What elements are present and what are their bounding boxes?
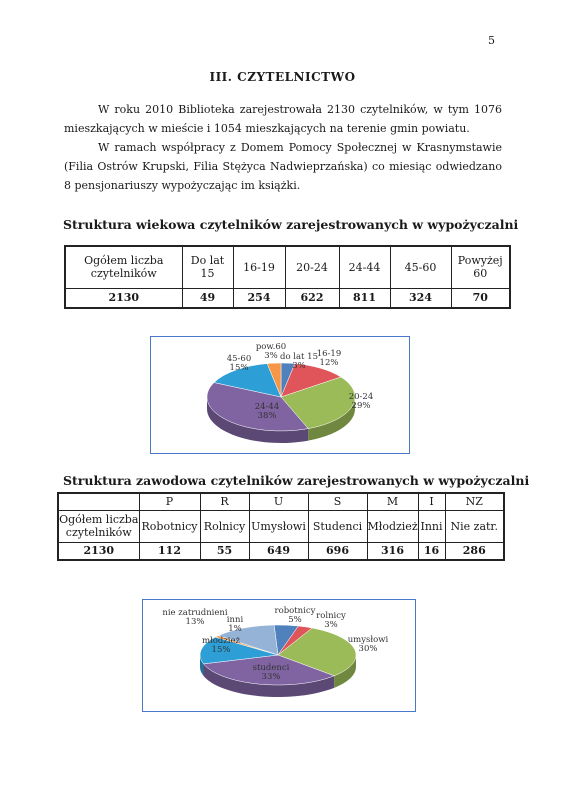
t1-header: 16-19 — [233, 246, 285, 288]
occ-pie-slice-label: umysłowi — [347, 635, 389, 645]
age-pie-slice-value: 15% — [229, 363, 249, 373]
t1-value: 324 — [390, 288, 451, 308]
occ-pie-slice-label: robotnicy — [274, 606, 316, 616]
age-pie-slice-label: 16-19 — [316, 349, 342, 359]
t1-value: 622 — [285, 288, 339, 308]
t1-header: 24-44 — [339, 246, 390, 288]
t1-header: Powyżej 60 — [451, 246, 510, 288]
t1-header: 45-60 — [390, 246, 451, 288]
occ-pie-slice-label: rolnicy — [316, 611, 346, 621]
t2-empty-cell — [58, 493, 139, 510]
occ-pie-slice-label: nie zatrudnieni — [162, 608, 228, 618]
occ-pie-slice-label: młodzież — [201, 636, 241, 646]
occ-pie-slice-label: studenci — [252, 663, 290, 673]
t2-header-total: Ogółem liczba czytelników — [58, 510, 139, 542]
table2-title: Struktura zawodowa czytelników zarejestrowanych w wypożyczalni — [63, 473, 530, 488]
t2-header: Studenci — [308, 510, 367, 542]
age-pie-slice-label: 45-60 — [226, 354, 252, 364]
t1-value: 70 — [451, 288, 510, 308]
page-number: 5 — [488, 34, 495, 47]
t2-value: 696 — [308, 542, 367, 560]
t2-header: Nie zatr. — [445, 510, 504, 542]
t1-header-total: Ogółem liczba czytelników — [65, 246, 182, 288]
t2-code: R — [200, 493, 249, 510]
age-pie-slice-label: pow.60 — [255, 342, 287, 352]
occ-pie-slice-value: 1% — [228, 624, 242, 634]
occ-pie-slice-value: 30% — [358, 644, 378, 654]
occ-pie-slice-value: 13% — [185, 617, 205, 627]
t2-code: S — [308, 493, 367, 510]
t2-header: Robotnicy — [139, 510, 200, 542]
t2-value: 55 — [200, 542, 249, 560]
age-pie-chart — [151, 337, 409, 453]
t2-value: 112 — [139, 542, 200, 560]
t1-value: 254 — [233, 288, 285, 308]
age-pie-slice-value: 12% — [319, 358, 339, 368]
t2-header: Umysłowi — [249, 510, 308, 542]
t2-value: 316 — [367, 542, 418, 560]
t1-value: 49 — [182, 288, 233, 308]
t2-header: Młodzież — [367, 510, 418, 542]
age-pie-slice-label: 20-24 — [348, 392, 374, 402]
t1-header: Do lat 15 — [182, 246, 233, 288]
occ-pie-slice-value: 3% — [324, 620, 338, 630]
age-pie-slice-label: 24-44 — [254, 402, 280, 412]
age-pie-slice-value: 3% — [292, 361, 306, 371]
t1-value: 811 — [339, 288, 390, 308]
paragraph-1: W roku 2010 Biblioteka zarejestrowała 2130 czytelników, w tym 1076 mieszkających w mieście i 1054 mieszkających na terenie gmin powiatu. — [64, 103, 502, 135]
occupation-pie-chart-box — [142, 599, 416, 712]
t2-code: NZ — [445, 493, 504, 510]
section-title: III. CZYTELNICTWO — [209, 70, 356, 84]
t1-header: 20-24 — [285, 246, 339, 288]
table1-title: Struktura wiekowa czytelników zarejestrowanych w wypożyczalni — [63, 217, 519, 232]
t2-value: 2130 — [58, 542, 139, 560]
t2-code: I — [418, 493, 445, 510]
t1-value: 2130 — [65, 288, 182, 308]
occ-pie-slice-label: inni — [226, 615, 244, 625]
t2-code: M — [367, 493, 418, 510]
occ-pie-slice-value: 5% — [288, 615, 302, 625]
body-text — [64, 100, 502, 195]
t2-header: Inni — [418, 510, 445, 542]
age-structure-table — [64, 245, 511, 309]
age-pie-slice-value: 29% — [351, 401, 371, 411]
occ-pie-slice-value: 33% — [261, 672, 281, 682]
t2-value: 286 — [445, 542, 504, 560]
occupation-structure-table — [57, 492, 505, 561]
paragraph-2: W ramach współpracy z Domem Pomocy Społecznej w Krasnymstawie (Filia Ostrów Krupski, Filia Stężyca Nadwieprzańska) co miesiąc odwiedzano 8 pensjonariuszy wypożyczając im książki. — [64, 141, 502, 192]
age-pie-slice-label: do lat 15 — [280, 352, 318, 362]
t2-code: P — [139, 493, 200, 510]
t2-header: Rolnicy — [200, 510, 249, 542]
age-pie-slice-value: 38% — [257, 411, 277, 421]
age-pie-slice-value: 3% — [264, 351, 278, 361]
occ-pie-slice-value: 15% — [211, 645, 231, 655]
occupation-pie-chart — [143, 600, 415, 711]
age-pie-chart-box — [150, 336, 410, 454]
t2-value: 649 — [249, 542, 308, 560]
t2-code: U — [249, 493, 308, 510]
t2-value: 16 — [418, 542, 445, 560]
